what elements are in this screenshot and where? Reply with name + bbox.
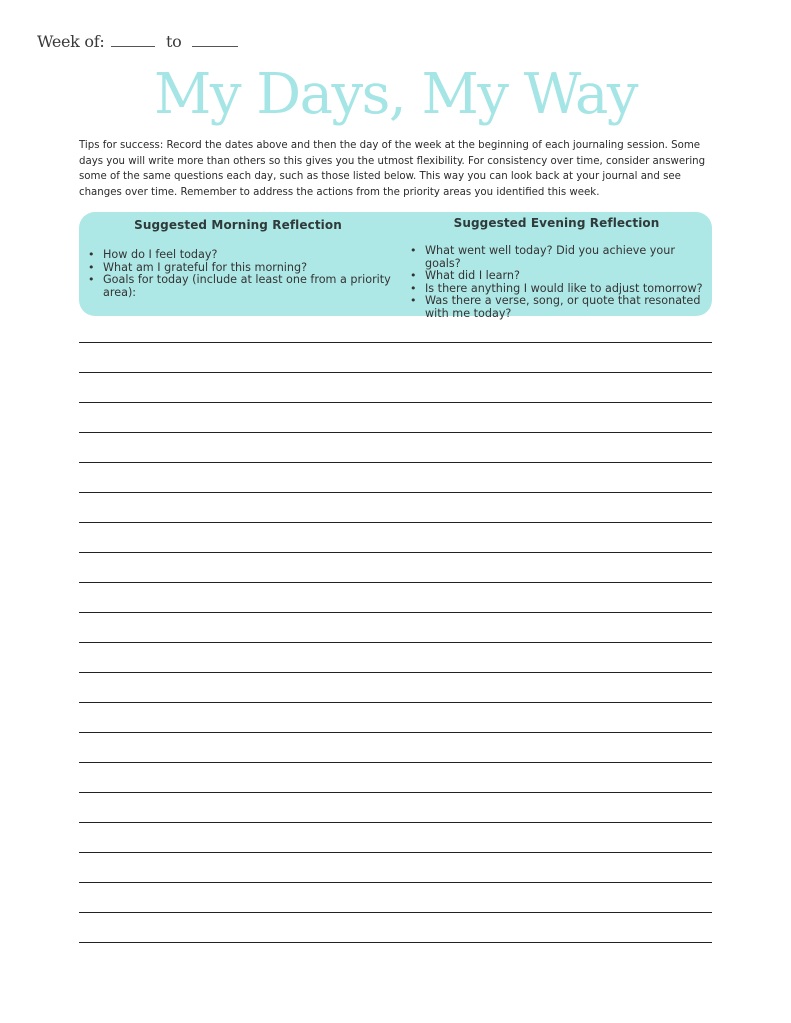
writing-line[interactable]: [79, 432, 712, 433]
writing-line[interactable]: [79, 492, 712, 493]
morning-heading: Suggested Morning Reflection: [134, 218, 342, 232]
writing-line[interactable]: [79, 732, 712, 733]
page-title: My Days, My Way: [153, 62, 638, 127]
evening-list: [401, 245, 712, 320]
writing-line[interactable]: [79, 792, 712, 793]
writing-line[interactable]: [79, 882, 712, 883]
evening-item: • What went well today? Did you achieve your goals?: [409, 245, 712, 270]
evening-item: • Was there a verse, song, or quote that resonated with me today?: [409, 295, 712, 320]
writing-line[interactable]: [79, 852, 712, 853]
writing-line[interactable]: [79, 942, 712, 943]
writing-line[interactable]: [79, 762, 712, 763]
morning-reflection: [79, 212, 397, 299]
writing-line[interactable]: [79, 372, 712, 373]
writing-line[interactable]: [79, 912, 712, 913]
writing-line[interactable]: [79, 702, 712, 703]
reflection-box: [79, 212, 712, 320]
evening-item: • What did I learn?: [409, 270, 712, 283]
writing-line[interactable]: [79, 612, 712, 613]
to-label: to: [166, 32, 182, 51]
week-of-header: [37, 32, 238, 51]
writing-line[interactable]: [79, 642, 712, 643]
writing-line[interactable]: [79, 552, 712, 553]
morning-item: • How do I feel today?: [87, 249, 397, 262]
writing-line[interactable]: [79, 342, 712, 343]
end-date-blank[interactable]: [192, 36, 238, 47]
writing-line[interactable]: [79, 402, 712, 403]
morning-list: [79, 249, 397, 299]
writing-line[interactable]: [79, 462, 712, 463]
writing-line[interactable]: [79, 822, 712, 823]
tips-paragraph: Tips for success: Record the dates above and then the day of the week at the beginning of each journaling session. Some days you will write more than others so this gives you the utmost flexibility. For consistency over time, consider answering some of the same questions each day, such as those listed below. This way you can look back at your journal and see changes over time. Remember to address the actions from the priority areas you identified this week.: [79, 140, 706, 198]
writing-line[interactable]: [79, 522, 712, 523]
writing-line[interactable]: [79, 672, 712, 673]
evening-item: • Is there anything I would like to adjust tomorrow?: [409, 283, 712, 296]
morning-item: • Goals for today (include at least one from a priority area):: [87, 274, 397, 299]
evening-heading: Suggested Evening Reflection: [453, 216, 660, 230]
writing-line[interactable]: [79, 582, 712, 583]
morning-item: • What am I grateful for this morning?: [87, 262, 397, 275]
start-date-blank[interactable]: [111, 36, 155, 47]
evening-reflection: [401, 212, 712, 320]
week-of-label: Week of:: [37, 32, 105, 51]
